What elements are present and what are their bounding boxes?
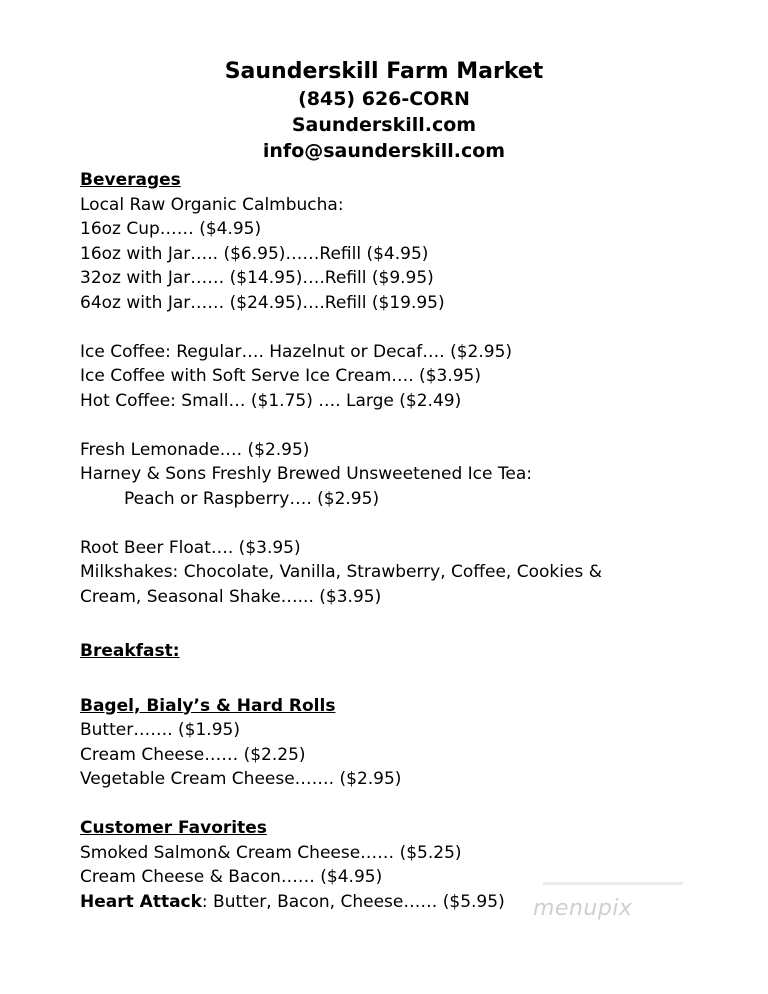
bagels-heading: Bagel, Bialy’s & Hard Rolls [80,695,336,716]
menu-item: 32oz with Jar…… ($14.95)….Refill ($9.95) [80,268,434,288]
menu-item: Smoked Salmon& Cream Cheese…… ($5.25) [80,842,462,863]
menu-item: Fresh Lemonade…. ($2.95) [80,439,310,460]
menu-item: Ice Coffee: Regular…. Hazelnut or Decaf…. ($2.95) [80,341,513,362]
menu-item: Butter……. ($1.95) [80,720,240,740]
market-name: Saunderskill Farm Market [224,59,544,84]
menu-content [80,168,740,914]
menu-item: Root Beer Float…. ($3.95) [80,537,301,558]
spacer [80,511,740,536]
menupix-watermark: menupix [533,896,633,921]
watermark-decoration [543,882,683,885]
spacer [80,609,740,639]
email: info@saunderskill.com [262,140,506,162]
menu-item: Cream Cheese & Bacon…… ($4.95) [80,867,383,887]
spacer [80,664,740,694]
spacer [80,413,740,438]
beverages-heading: Beverages [80,170,181,190]
menu-item: 16oz Cup…… ($4.95) [80,219,262,239]
spacer [80,315,740,340]
menu-item: Hot Coffee: Small… ($1.75) …. Large ($2.49) [80,390,462,411]
kombucha-title: Local Raw Organic Calmbucha: [80,194,344,215]
menu-header [0,58,768,164]
phone-number: (845) 626-CORN [298,88,470,110]
menu-item-heart-attack [80,890,740,915]
heart-attack-description: : Butter, Bacon, Cheese…… ($5.95) [201,891,505,912]
heart-attack-name: Heart Attack [80,891,202,912]
menu-item: Ice Coffee with Soft Serve Ice Cream…. ($3.95) [80,366,481,386]
website: Saunderskill.com [291,114,477,136]
favorites-heading: Customer Favorites [80,818,267,838]
breakfast-heading: Breakfast: [80,641,180,661]
menu-item: Milkshakes: Chocolate, Vanilla, Strawberry, Coffee, Cookies & [80,562,602,582]
menu-item: Cream Cheese…… ($2.25) [80,744,306,765]
menu-item: Harney & Sons Freshly Brewed Unsweetened Ice Tea: [80,464,532,484]
menu-item: Peach or Raspberry…. ($2.95) [124,488,380,509]
menu-item: 16oz with Jar….. ($6.95)……Refill ($4.95) [80,243,429,264]
spacer [80,792,740,817]
menu-item: Cream, Seasonal Shake…... ($3.95) [80,586,382,607]
menu-item: 64oz with Jar…… ($24.95)….Refill ($19.95) [80,292,445,313]
menu-item: Vegetable Cream Cheese……. ($2.95) [80,769,402,789]
